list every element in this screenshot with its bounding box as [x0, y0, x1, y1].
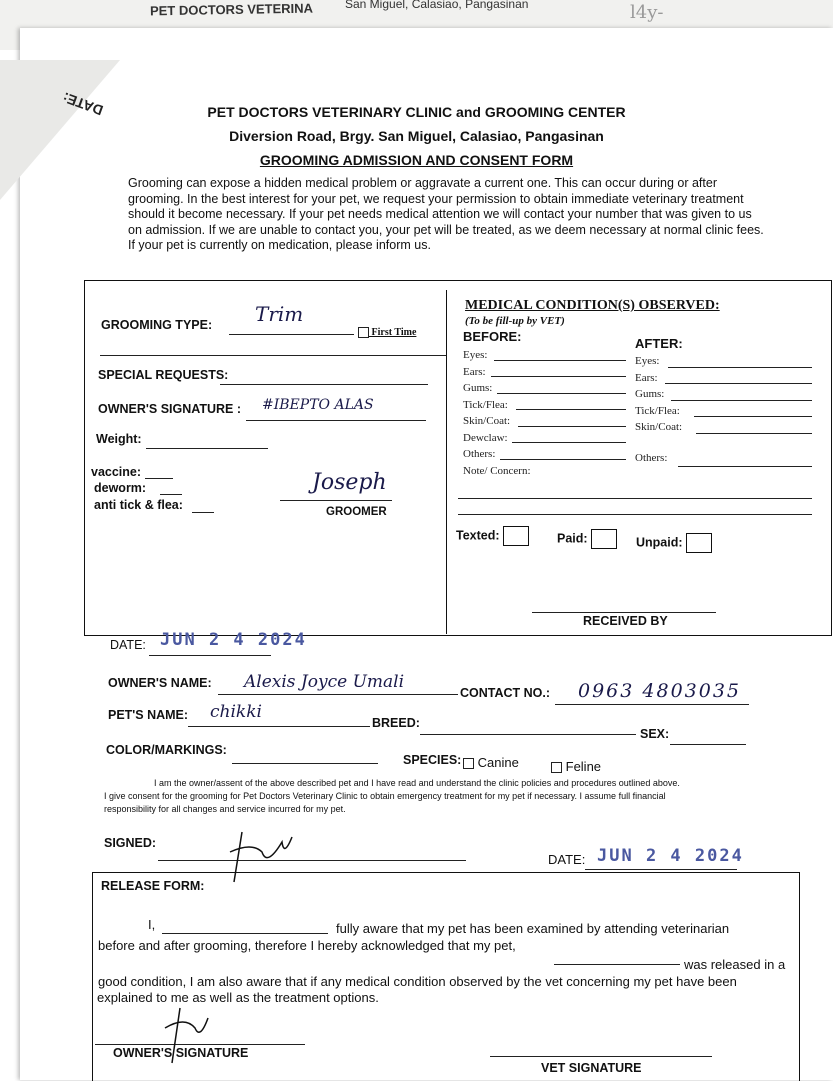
paid-label: Paid: — [557, 531, 588, 546]
date-stamp: JUN 2 4 2024 — [160, 630, 307, 650]
owner-name-line[interactable] — [218, 694, 458, 695]
before-tick-flea-line[interactable] — [516, 409, 626, 410]
received-by-line[interactable] — [532, 612, 716, 613]
weight-line[interactable] — [146, 448, 268, 449]
release-line-3-text: good condition, I am also aware that if any medical condition observed by the vet concerning my pet have been — [98, 974, 737, 989]
intro-paragraph — [128, 176, 788, 254]
before-item-tick-flea: Tick/Flea: — [463, 398, 508, 411]
special-requests-label: SPECIAL REQUESTS: — [98, 368, 229, 382]
release-i-label: I, — [148, 917, 156, 932]
folded-corner-label: DATE: — [60, 89, 106, 119]
feline-label: Feline — [565, 759, 602, 774]
canine-checkbox[interactable] — [463, 758, 474, 769]
feline-checkbox[interactable] — [551, 762, 562, 773]
texted-checkbox[interactable] — [456, 526, 529, 546]
received-by-label: RECEIVED BY — [583, 614, 668, 628]
box-divider — [446, 290, 447, 634]
back-sheet-address: San Miguel, Calasiao, Pangasinan — [345, 0, 529, 11]
groomer-signature: Joseph — [312, 470, 387, 495]
contact-value[interactable]: 0963 4803035 — [578, 680, 742, 702]
release-line-3 — [98, 956, 798, 989]
intro-line: Grooming can expose a hidden medical problem or aggravate a current one. This can occur during or after — [128, 176, 717, 190]
feline-option[interactable] — [551, 759, 601, 774]
after-gums-line[interactable] — [671, 400, 812, 401]
paid-box[interactable] — [591, 529, 617, 549]
anti-tick-flea-line[interactable] — [192, 512, 214, 513]
signed-date-line[interactable] — [585, 869, 737, 870]
intro-line: grooming. In the best interest for your pet, we request your permission to obtain immediate veterinary treatment — [128, 191, 744, 206]
after-item-gums: Gums: — [635, 388, 665, 400]
grooming-type-value[interactable]: Trim — [255, 302, 304, 326]
before-item-note-concern: Note/ Concern: — [463, 464, 531, 477]
release-line-2: before and after grooming, therefore I hereby acknowledged that my pet, — [98, 938, 516, 953]
breed-line[interactable] — [420, 734, 636, 735]
release-owner-signature-label: OWNER'S SIGNATURE — [113, 1046, 249, 1060]
grooming-type-label: GROOMING TYPE: — [101, 318, 213, 332]
signed-line[interactable] — [158, 860, 466, 861]
after-item-skin-coat: Skin/Coat: — [635, 421, 683, 433]
canine-label: Canine — [477, 755, 519, 770]
date-label: DATE: — [110, 638, 146, 652]
release-line-1: fully aware that my pet has been examined by attending veterinarian — [336, 921, 730, 936]
signed-date-label: DATE: — [548, 852, 586, 867]
special-requests-line[interactable] — [220, 384, 428, 385]
first-time-label: First Time — [371, 327, 417, 338]
groomer-line — [280, 500, 392, 501]
owner-signature-value: #IBEPTO ALAS — [262, 397, 374, 413]
unpaid-label: Unpaid: — [636, 535, 683, 550]
species-label: SPECIES: — [403, 753, 462, 767]
after-label: AFTER: — [635, 336, 683, 351]
weight-label: Weight: — [96, 432, 142, 446]
intro-line: on admission. If we are unable to contact you, your pet will be treated, as we deem necessary at normal clinic fees. — [128, 222, 764, 237]
consent-line: I give consent for the grooming for Pet Doctors Veterinary Clinic to obtain emergency treatment for my pet if necessary. I assume full financial — [104, 791, 666, 801]
after-ears-line[interactable] — [665, 383, 812, 384]
consent-line: responsibility for all changes and service incurred for my pet. — [104, 804, 346, 814]
after-eyes-line[interactable] — [668, 367, 812, 368]
first-time-checkbox[interactable] — [358, 327, 416, 338]
vaccine-label: vaccine: — [91, 465, 142, 479]
contact-line[interactable] — [555, 704, 749, 705]
deworm-line[interactable] — [160, 494, 182, 495]
clinic-name: PET DOCTORS VETERINARY CLINIC and GROOMING CENTER — [207, 104, 626, 120]
before-gums-line[interactable] — [497, 393, 626, 394]
intro-line: If your pet is currently on medication, please inform us. — [128, 238, 431, 252]
vet-signature-label: VET SIGNATURE — [541, 1061, 642, 1075]
grooming-extra-line — [100, 355, 446, 356]
before-item-gums: Gums: — [463, 382, 493, 394]
medical-condition-subtitle: (To be fill-up by VET) — [465, 315, 565, 327]
after-item-eyes: Eyes: — [635, 355, 660, 367]
before-item-skin-coat: Skin/Coat: — [463, 415, 511, 427]
back-sheet-title: PET DOCTORS VETERINA — [149, 0, 314, 19]
after-tick-flea-line[interactable] — [694, 416, 812, 417]
release-line-4: explained to me as well as the treatment options. — [97, 990, 379, 1005]
grooming-box — [84, 280, 832, 636]
after-item-ears: Ears: — [635, 371, 658, 384]
clinic-address: Diversion Road, Brgy. San Miguel, Calasiao, Pangasinan — [229, 128, 604, 144]
breed-label: BREED: — [372, 716, 420, 730]
sex-label: SEX: — [640, 727, 670, 741]
before-eyes-line[interactable] — [494, 360, 626, 361]
note-line-2[interactable] — [458, 514, 812, 515]
before-item-others: Others: — [463, 448, 496, 460]
consent-line: I am the owner/assent of the above described pet and I have read and understand the clinic policies and procedures outlined above. — [154, 778, 680, 788]
anti-tick-flea-label: anti tick & flea: — [94, 498, 183, 512]
before-item-eyes: Eyes: — [463, 349, 488, 361]
consent-paragraph — [104, 777, 764, 816]
form-title: GROOMING ADMISSION AND CONSENT FORM — [259, 152, 574, 168]
before-label: BEFORE: — [463, 329, 522, 344]
after-item-tick-flea: Tick/Flea: — [635, 404, 680, 417]
unpaid-checkbox[interactable] — [636, 533, 712, 553]
intro-line: should it become necessary. If your pet needs medical attention we will contact your number that was given to us — [128, 207, 752, 221]
release-line-2-end: was released in a — [684, 957, 786, 972]
first-time-box[interactable] — [358, 327, 369, 338]
texted-label: Texted: — [456, 528, 500, 543]
grooming-type-line — [229, 334, 354, 335]
before-ears-line[interactable] — [491, 376, 626, 377]
pet-name-value[interactable]: chikki — [210, 702, 262, 722]
after-item-others: Others: — [635, 451, 668, 464]
medical-condition-title: MEDICAL CONDITION(S) OBSERVED: — [465, 298, 720, 313]
signed-date-stamp: JUN 2 4 2024 — [597, 846, 744, 866]
canine-option[interactable] — [463, 755, 519, 770]
after-others-line[interactable] — [678, 466, 812, 467]
owner-name-label: OWNER'S NAME: — [108, 676, 212, 690]
before-dewclaw-line[interactable] — [512, 442, 626, 443]
release-name-line[interactable] — [162, 933, 328, 934]
texted-box[interactable] — [503, 526, 529, 546]
owner-signature-line[interactable] — [246, 420, 426, 421]
before-item-dewclaw: Dewclaw: — [463, 431, 508, 444]
owner-name-value[interactable]: Alexis Joyce Umali — [244, 672, 405, 692]
groomer-label: GROOMER — [326, 506, 387, 518]
paid-checkbox[interactable] — [557, 529, 617, 549]
date-line[interactable] — [149, 655, 271, 656]
after-list — [635, 353, 682, 466]
release-title: RELEASE FORM: — [101, 879, 205, 893]
pet-name-label: PET'S NAME: — [108, 708, 189, 722]
pet-name-line[interactable] — [188, 726, 370, 727]
back-sheet-handwritten-mark: l4y- — [630, 2, 664, 23]
color-markings-label: COLOR/MARKINGS: — [106, 743, 227, 757]
unpaid-box[interactable] — [686, 533, 712, 553]
vaccine-line[interactable] — [145, 478, 173, 479]
before-item-ears: Ears: — [463, 365, 486, 378]
after-skin-coat-line[interactable] — [696, 433, 812, 434]
contact-label: CONTACT NO.: — [460, 686, 551, 700]
deworm-label: deworm: — [94, 481, 147, 495]
before-others-line[interactable] — [500, 459, 626, 460]
before-skin-coat-line[interactable] — [518, 426, 626, 427]
vet-signature-line[interactable] — [490, 1056, 712, 1057]
color-markings-line[interactable] — [232, 763, 378, 764]
signed-label: SIGNED: — [104, 836, 157, 850]
owner-signature-label: OWNER'S SIGNATURE : — [98, 402, 242, 416]
note-line-1[interactable] — [458, 498, 812, 499]
sex-line[interactable] — [670, 744, 746, 745]
